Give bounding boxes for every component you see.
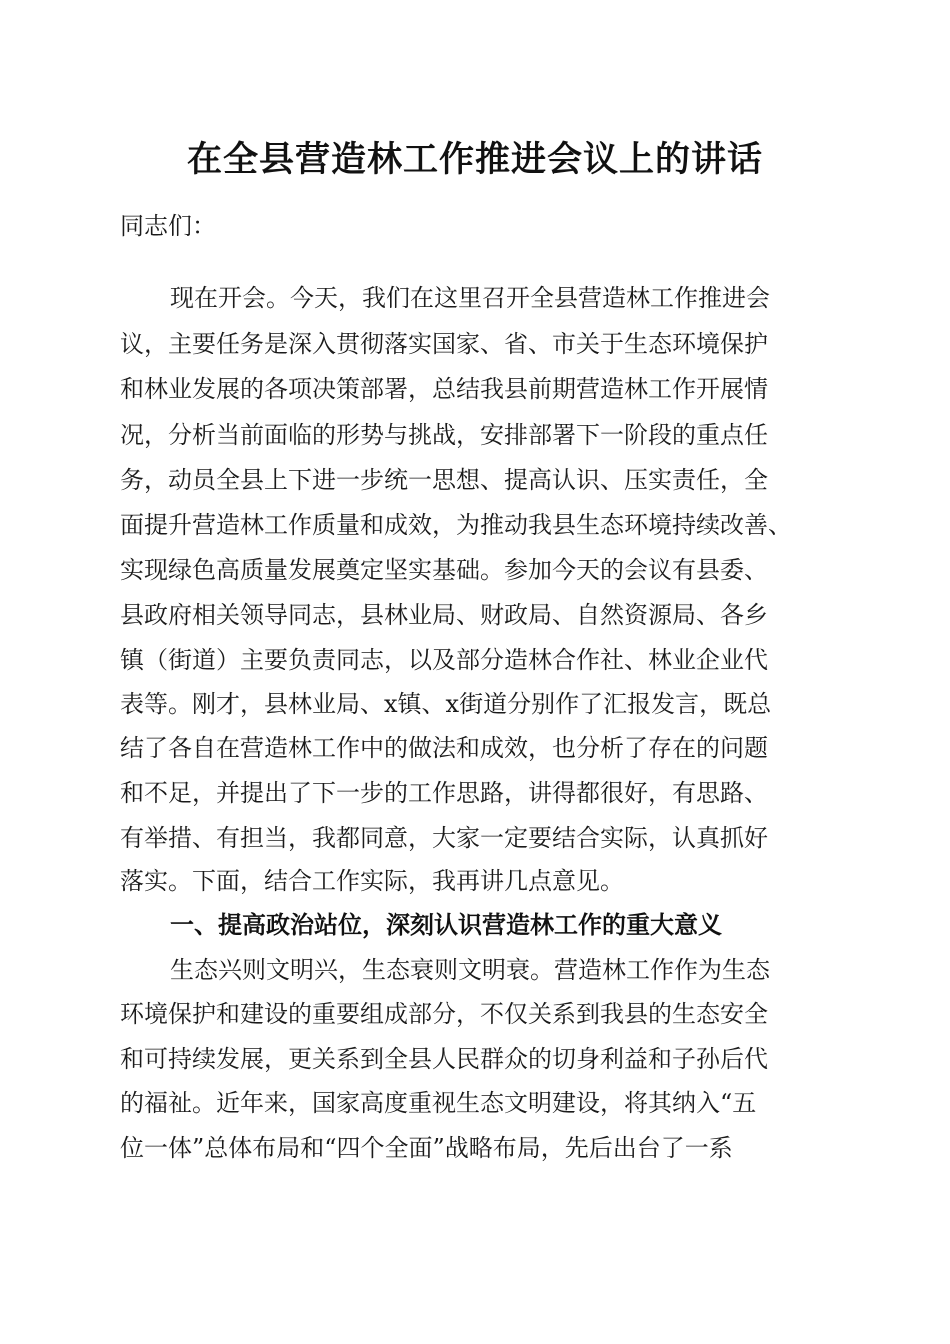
- paragraph-line: 现在开会。今天，我们在这里召开全县营造林工作推进会: [170, 284, 770, 312]
- paragraph-line: 和不足，并提出了下一步的工作思路，讲得都很好，有思路、: [120, 779, 768, 807]
- paragraph-line: 结了各自在营造林工作中的做法和成效，也分析了存在的问题: [120, 734, 768, 762]
- paragraph-line: 有举措、有担当，我都同意，大家一定要结合实际，认真抓好: [120, 824, 768, 852]
- paragraph-line: 和林业发展的各项决策部署，总结我县前期营造林工作开展情: [120, 375, 768, 403]
- salutation: 同志们：: [120, 212, 216, 240]
- paragraph-line: 务，动员全县上下进一步统一思想、提高认识、压实责任，全: [120, 466, 768, 494]
- paragraph-line: 环境保护和建设的重要组成部分，不仅关系到我县的生态安全: [120, 1000, 768, 1028]
- paragraph-line: 议，主要任务是深入贯彻落实国家、省、市关于生态环境保护: [120, 330, 768, 358]
- paragraph-line: 生态兴则文明兴，生态衰则文明衰。营造林工作作为生态: [170, 956, 770, 984]
- paragraph-line: 镇（街道）主要负责同志，以及部分造林合作社、林业企业代: [120, 646, 768, 674]
- paragraph-line: 和可持续发展，更关系到全县人民群众的切身利益和子孙后代: [120, 1045, 768, 1073]
- paragraph-line: 实现绿色高质量发展奠定坚实基础。参加今天的会议有县委、: [120, 556, 768, 584]
- section-heading: 一、提高政治站位，深刻认识营造林工作的重大意义: [170, 911, 722, 939]
- paragraph-line: 表等。刚才，县林业局、x镇、x街道分别作了汇报发言，既总: [120, 690, 772, 718]
- paragraph-line: 的福祉。近年来，国家高度重视生态文明建设，将其纳入“五: [120, 1089, 757, 1117]
- document-title: 在全县营造林工作推进会议上的讲话: [186, 139, 763, 180]
- paragraph-line: 位一体”总体布局和“四个全面”战略布局，先后出台了一系: [120, 1134, 733, 1162]
- paragraph-line: 面提升营造林工作质量和成效，为推动我县生态环境持续改善、: [120, 511, 792, 539]
- paragraph-line: 况，分析当前面临的形势与挑战，安排部署下一阶段的重点任: [120, 421, 768, 449]
- paragraph-line: 县政府相关领导同志，县林业局、财政局、自然资源局、各乡: [120, 601, 768, 629]
- paragraph-line: 落实。下面，结合工作实际，我再讲几点意见。: [120, 867, 624, 895]
